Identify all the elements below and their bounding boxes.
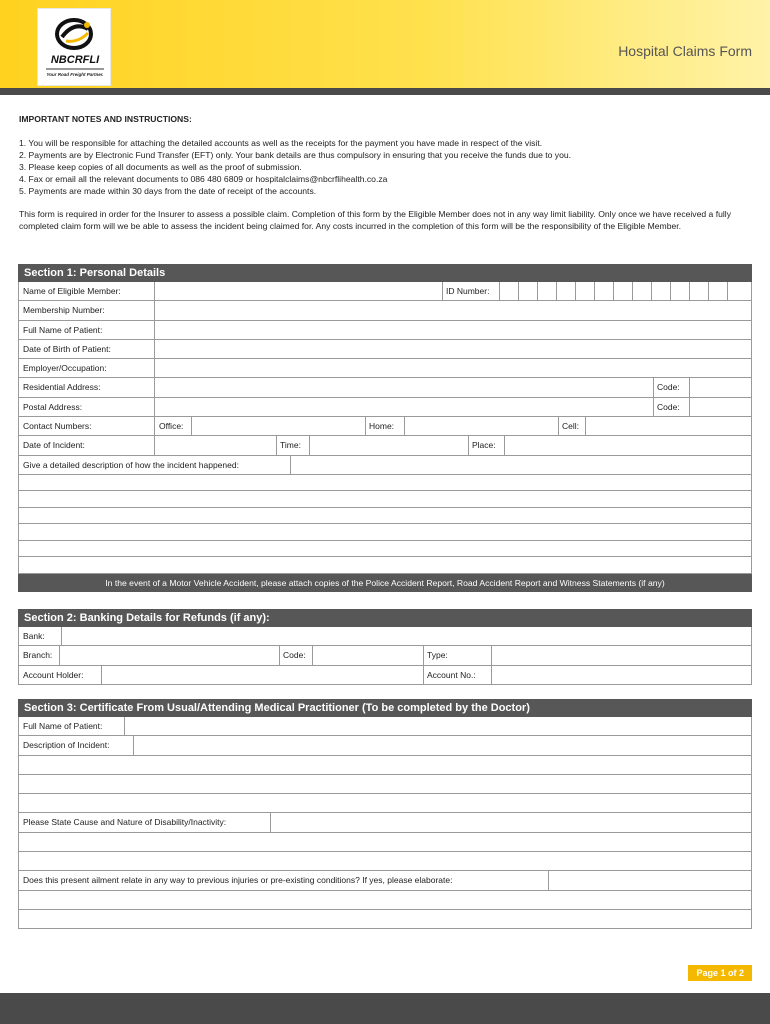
instruction-item: 5. Payments are made within 30 days from the date of receipt of the accounts. bbox=[19, 186, 317, 196]
s3-incident-line[interactable] bbox=[18, 794, 752, 813]
instructions bbox=[19, 113, 752, 232]
id-digit-box[interactable] bbox=[613, 282, 632, 300]
membership-field[interactable] bbox=[155, 301, 751, 319]
id-number-label: ID Number: bbox=[446, 286, 490, 296]
logo-fine-print bbox=[46, 68, 104, 70]
row-branch bbox=[18, 646, 752, 665]
dob-field[interactable] bbox=[155, 340, 751, 358]
branch-code-field[interactable] bbox=[313, 646, 423, 664]
office-label: Office: bbox=[159, 421, 184, 432]
row-bank bbox=[18, 627, 752, 646]
instruction-item: 1. You will be responsible for attaching the detailed accounts as well as the receipts for the payment you have made in respect of the visit. bbox=[19, 138, 543, 148]
row-employer bbox=[18, 359, 752, 378]
account-holder-label: Account Holder: bbox=[23, 669, 84, 680]
bank-label: Bank: bbox=[23, 631, 45, 641]
nbcrfli-logo-icon bbox=[54, 15, 96, 53]
postal-field[interactable] bbox=[155, 398, 653, 416]
postal-code-field[interactable] bbox=[690, 398, 751, 416]
time-label: Time: bbox=[280, 440, 301, 451]
home-field[interactable] bbox=[405, 417, 558, 435]
header-divider bbox=[0, 88, 770, 95]
employer-field[interactable] bbox=[155, 359, 751, 377]
row-member-name bbox=[18, 282, 752, 301]
row-description bbox=[18, 456, 752, 475]
description-line[interactable] bbox=[18, 524, 752, 541]
section2-title: Section 2: Banking Details for Refunds (if any): bbox=[18, 609, 752, 627]
row-s3-patient bbox=[18, 717, 752, 736]
id-digit-box[interactable] bbox=[708, 282, 727, 300]
description-line[interactable] bbox=[18, 557, 752, 574]
row-postal bbox=[18, 398, 752, 417]
row-membership bbox=[18, 301, 752, 320]
section3-title: Section 3: Certificate From Usual/Attending Medical Practitioner (To be completed by the Doctor) bbox=[18, 699, 752, 717]
row-incident-date bbox=[18, 436, 752, 455]
instructions-paragraph: This form is required in order for the Insurer to assess a possible claim. Completion of this form by the Eligible Member does not in any way limit liability. Only once we have received a fully completed claim form will we be able to assess the incident being claimed for. Any costs incurred in the completion of this form will be the responsibility of the Eligible Member. bbox=[19, 209, 731, 231]
s3-incident-line[interactable] bbox=[18, 756, 752, 775]
id-digit-box[interactable] bbox=[594, 282, 613, 300]
instructions-heading: IMPORTANT NOTES AND INSTRUCTIONS: bbox=[19, 114, 192, 124]
office-field[interactable] bbox=[192, 417, 365, 435]
account-no-label: Account No.: bbox=[427, 669, 476, 680]
description-line[interactable] bbox=[18, 541, 752, 558]
form-title: Hospital Claims Form bbox=[618, 43, 752, 59]
id-digit-box[interactable] bbox=[727, 282, 746, 300]
instruction-item: 3. Please keep copies of all documents as well as the proof of submission. bbox=[19, 162, 302, 172]
logo-name: NBCRFLI bbox=[50, 54, 100, 66]
s3-incident-line[interactable] bbox=[18, 775, 752, 794]
incident-date-label: Date of Incident: bbox=[23, 440, 85, 451]
section-personal-details bbox=[18, 264, 752, 592]
id-digit-box[interactable] bbox=[499, 282, 518, 300]
s3-incident-field[interactable] bbox=[134, 736, 751, 754]
description-label: Give a detailed description of how the incident happened: bbox=[23, 459, 239, 470]
row-patient bbox=[18, 321, 752, 340]
postal-label: Postal Address: bbox=[23, 401, 83, 412]
s3-patient-label: Full Name of Patient: bbox=[23, 721, 103, 731]
postal-code-label: Code: bbox=[657, 401, 680, 412]
member-name-field[interactable] bbox=[155, 282, 442, 300]
description-line[interactable] bbox=[18, 475, 752, 492]
cell-field[interactable] bbox=[586, 417, 751, 435]
s3-cause-label: Please State Cause and Nature of Disability/Inactivity: bbox=[23, 817, 227, 828]
incident-date-field[interactable] bbox=[155, 436, 276, 454]
account-holder-field[interactable] bbox=[102, 666, 423, 684]
row-s3-preexisting bbox=[18, 871, 752, 890]
place-label: Place: bbox=[472, 440, 496, 451]
row-dob bbox=[18, 340, 752, 359]
patient-name-label: Full Name of Patient: bbox=[23, 324, 103, 335]
id-digit-box[interactable] bbox=[556, 282, 575, 300]
account-type-field[interactable] bbox=[492, 646, 751, 664]
branch-code-label: Code: bbox=[283, 650, 306, 661]
member-name-label: Name of Eligible Member: bbox=[23, 286, 121, 296]
logo bbox=[37, 8, 111, 86]
id-digit-box[interactable] bbox=[537, 282, 556, 300]
s3-patient-field[interactable] bbox=[125, 717, 751, 735]
instruction-item: 4. Fax or email all the relevant documents to 086 480 6809 or hospitalclaims@nbcrflihealth.co.za bbox=[19, 174, 388, 184]
place-field[interactable] bbox=[505, 436, 751, 454]
branch-field[interactable] bbox=[60, 646, 279, 664]
s3-cause-line[interactable] bbox=[18, 833, 752, 852]
residential-code-field[interactable] bbox=[690, 378, 751, 396]
branch-label: Branch: bbox=[23, 650, 53, 661]
section-medical-certificate bbox=[18, 699, 752, 929]
id-digit-box[interactable] bbox=[575, 282, 594, 300]
row-residential bbox=[18, 378, 752, 397]
cell-label: Cell: bbox=[562, 421, 580, 432]
section1-title: Section 1: Personal Details bbox=[18, 264, 752, 282]
contact-label: Contact Numbers: bbox=[23, 421, 92, 432]
account-no-field[interactable] bbox=[492, 666, 751, 684]
bank-field[interactable] bbox=[62, 627, 751, 645]
id-digit-box[interactable] bbox=[651, 282, 670, 300]
s3-preexisting-line[interactable] bbox=[18, 910, 752, 929]
membership-label: Membership Number: bbox=[23, 305, 105, 316]
dob-label: Date of Birth of Patient: bbox=[23, 343, 111, 354]
s3-preexisting-label: Does this present ailment relate in any way to previous injuries or pre-existing conditions? If yes, please elaborate: bbox=[23, 875, 453, 886]
footer-bar bbox=[0, 993, 770, 1024]
id-digit-box[interactable] bbox=[632, 282, 651, 300]
home-label: Home: bbox=[369, 421, 395, 432]
s3-cause-field[interactable] bbox=[271, 813, 751, 831]
page-number: Page 1 of 2 bbox=[688, 965, 752, 981]
id-digit-box[interactable] bbox=[518, 282, 537, 300]
time-field[interactable] bbox=[310, 436, 468, 454]
residential-field[interactable] bbox=[155, 378, 653, 396]
row-s3-cause bbox=[18, 813, 752, 832]
s3-preexisting-line[interactable] bbox=[18, 891, 752, 910]
logo-tagline: Your Road Freight Partner. bbox=[46, 72, 104, 77]
instructions-list bbox=[19, 137, 752, 197]
row-account-holder bbox=[18, 666, 752, 685]
id-digit-box[interactable] bbox=[670, 282, 689, 300]
id-digit-box[interactable] bbox=[689, 282, 708, 300]
residential-code-label: Code: bbox=[657, 382, 680, 393]
section-banking-details bbox=[18, 609, 752, 685]
description-line[interactable] bbox=[18, 508, 752, 525]
instruction-item: 2. Payments are by Electronic Fund Transfer (EFT) only. Your bank details are thus compulsory in ensuring that you receive the funds due to you. bbox=[19, 150, 572, 160]
description-field[interactable] bbox=[291, 456, 751, 474]
mva-notice: In the event of a Motor Vehicle Accident, please attach copies of the Police Accident Report, Road Accident Report and Witness Statements (if any) bbox=[18, 574, 752, 592]
patient-name-field[interactable] bbox=[155, 321, 751, 339]
s3-cause-line[interactable] bbox=[18, 852, 752, 871]
employer-label: Employer/Occupation: bbox=[23, 363, 107, 374]
s3-incident-label: Description of Incident: bbox=[23, 740, 110, 751]
account-type-label: Type: bbox=[427, 650, 448, 661]
residential-label: Residential Address: bbox=[23, 382, 101, 393]
row-s3-incident bbox=[18, 736, 752, 755]
description-line[interactable] bbox=[18, 491, 752, 508]
row-contact bbox=[18, 417, 752, 436]
s3-preexisting-field[interactable] bbox=[549, 871, 751, 889]
